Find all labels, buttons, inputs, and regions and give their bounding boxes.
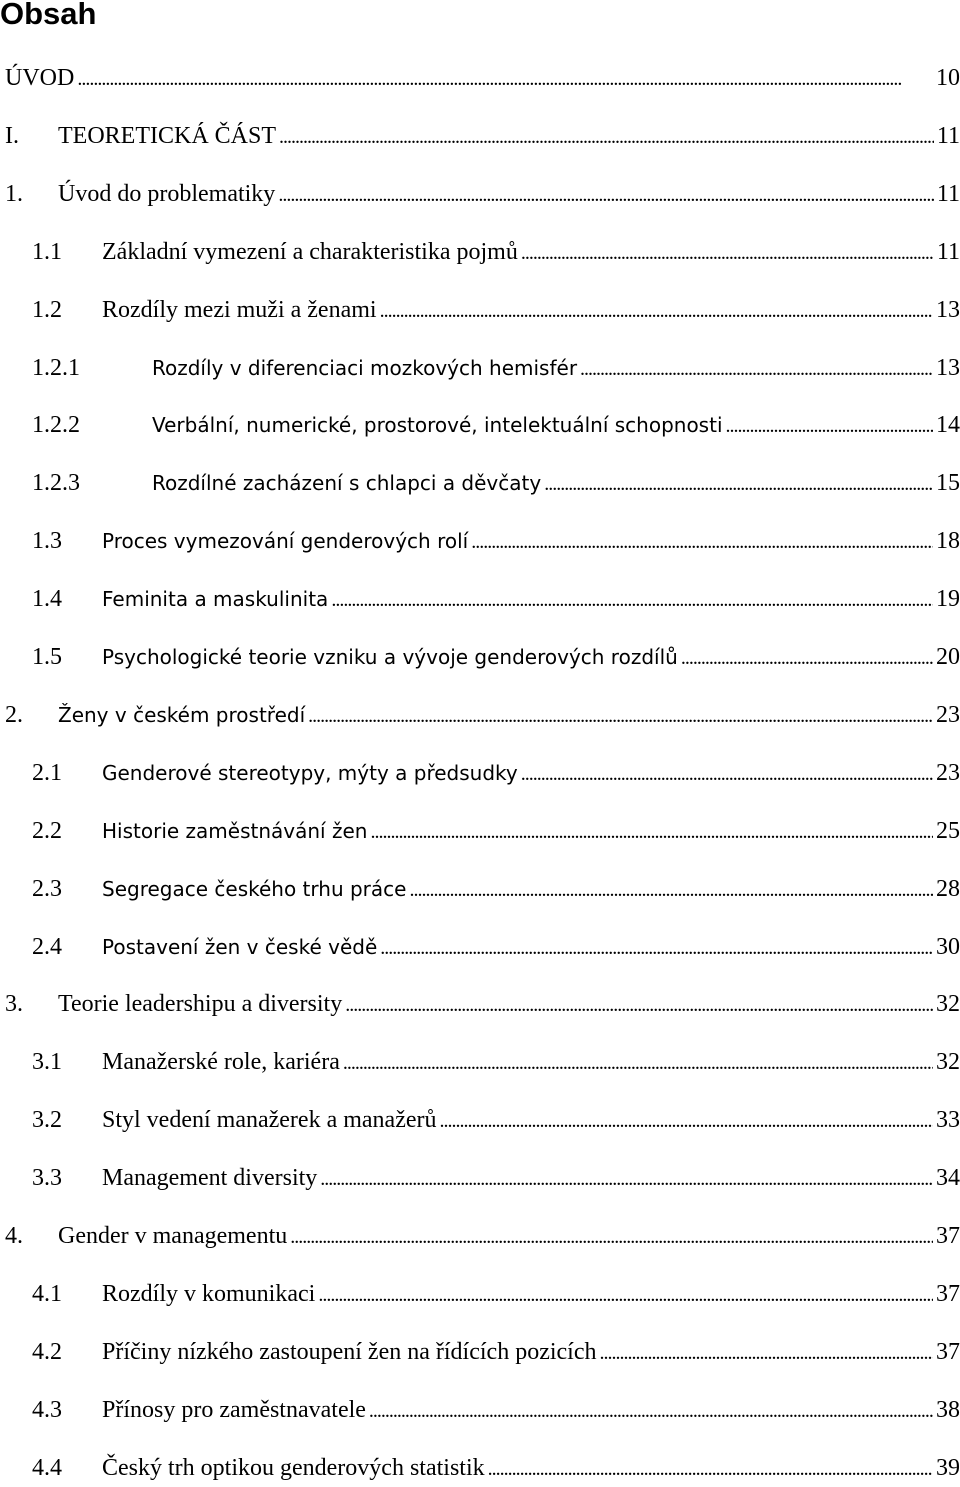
toc-entry-number: 2.2 (32, 817, 62, 844)
toc-entry-page-number: 23 (936, 701, 960, 728)
toc-entry-title: Manažerské role, kariéra (102, 1049, 340, 1076)
toc-entry[interactable] (32, 234, 960, 270)
toc-entry-page-number: 10 (936, 65, 960, 91)
toc-entry[interactable] (32, 292, 960, 328)
dot-leader (726, 407, 934, 444)
dot-leader (320, 1160, 933, 1197)
dot-leader (580, 350, 933, 387)
toc-entry-title: Postavení žen v české vědě (102, 934, 378, 959)
dot-leader (77, 60, 933, 97)
dot-leader (345, 986, 933, 1023)
toc-entry-number: 4. (5, 1223, 23, 1249)
toc-entry-title: Verbální, numerické, prostorové, intelektuální schopnosti (152, 413, 723, 438)
toc-entry-number: 1.2.3 (32, 470, 80, 497)
toc-entry-title: Rozdíly v komunikaci (102, 1280, 316, 1307)
dot-leader (471, 523, 933, 560)
toc-entry[interactable] (5, 986, 960, 1022)
toc-entry-title: Styl vedení manažerek a manažerů (102, 1107, 437, 1134)
toc-entry-title: Rozdíly v diferenciaci mozkových hemisfér (152, 355, 578, 380)
dot-leader (278, 176, 934, 213)
toc-entry-page-number: 32 (936, 1049, 960, 1076)
toc-entry-number: 4.3 (32, 1396, 62, 1423)
toc-entry-page-number: 37 (936, 1223, 960, 1249)
toc-entry[interactable] (5, 118, 960, 154)
toc-entry[interactable] (5, 1218, 960, 1254)
toc-entry-number: 1.1 (32, 238, 62, 265)
toc-entry-page-number: 13 (936, 296, 960, 323)
toc-entry-title: TEORETICKÁ ČÁST (58, 122, 276, 149)
toc-entry-page-number: 20 (936, 644, 960, 670)
toc-entry-page-number: 39 (936, 1454, 960, 1481)
page-title: Obsah (0, 0, 97, 31)
toc-entry[interactable] (32, 1392, 960, 1428)
toc-entry-page-number: 28 (936, 875, 960, 902)
toc-entry-number: 1.4 (32, 586, 62, 613)
toc-entry-title: Český trh optikou genderových statistik (102, 1454, 485, 1481)
dot-leader (290, 1218, 933, 1255)
toc-entry[interactable] (32, 465, 960, 501)
toc-entry-number: 2.1 (32, 759, 62, 786)
toc-entry-page-number: 30 (936, 933, 960, 960)
toc-entry[interactable] (32, 1334, 960, 1370)
toc-entry-title: Úvod do problematiky (58, 180, 276, 207)
toc-entry-number: 3.2 (32, 1107, 62, 1134)
toc-entry-title: Rozdílné zacházení s chlapci a děvčaty (152, 471, 542, 496)
toc-entry[interactable] (32, 639, 960, 675)
dot-leader (681, 639, 933, 676)
toc-entry[interactable] (32, 1160, 960, 1196)
toc-entry-title: Historie zaměstnávání žen (102, 818, 368, 843)
toc-entry-title: Management diversity (102, 1165, 318, 1192)
toc-entry-page-number: 34 (936, 1165, 960, 1192)
toc-entry-number: 1.2 (32, 296, 62, 323)
toc-entry-page-number: 11 (936, 122, 960, 149)
toc-entry-title: Proces vymezování genderových rolí (102, 529, 469, 554)
toc-entry-page-number: 37 (936, 1338, 960, 1365)
toc-entry[interactable] (32, 871, 960, 907)
toc-entry-page-number: 23 (936, 759, 960, 786)
toc-entry-number: 2.4 (32, 933, 62, 960)
toc-entry-number: 1.3 (32, 528, 62, 555)
toc-entry[interactable] (32, 1102, 960, 1138)
toc-entry-number: 3.1 (32, 1049, 62, 1076)
toc-entry[interactable] (32, 1450, 960, 1486)
toc-entry[interactable] (32, 755, 960, 791)
toc-entry-title: Psychologické teorie vzniku a vývoje genderových rozdílů (102, 645, 678, 669)
toc-entry-number: 1. (5, 180, 23, 207)
toc-entry-page-number: 11 (936, 180, 960, 207)
toc-entry-number: 1.5 (32, 644, 62, 670)
dot-leader (599, 1334, 933, 1371)
toc-entry-number: 3.3 (32, 1165, 62, 1192)
toc-entry-number: 1.2.2 (32, 412, 80, 439)
toc-entry-number: 3. (5, 991, 23, 1018)
toc-entry[interactable] (5, 697, 960, 733)
dot-leader (343, 1044, 933, 1081)
toc-entry-number: 4.4 (32, 1454, 62, 1481)
toc-entry-title: Příčiny nízkého zastoupení žen na řídících pozicích (102, 1338, 597, 1365)
toc-entry[interactable] (32, 581, 960, 617)
toc-entry-page-number: 38 (936, 1396, 960, 1423)
toc-entry-page-number: 13 (936, 354, 960, 381)
toc-entry[interactable] (32, 1044, 960, 1080)
toc-entry-number: 4.2 (32, 1338, 62, 1365)
dot-leader (521, 234, 934, 271)
toc-entry-number: 2.3 (32, 875, 62, 902)
toc-entry[interactable] (32, 929, 960, 965)
toc-entry-title: Základní vymezení a charakteristika pojmů (102, 238, 518, 265)
toc-entry-title: ÚVOD (5, 65, 75, 91)
dot-leader (380, 292, 933, 329)
dot-leader (308, 697, 933, 734)
toc-entry-title: Teorie leadershipu a diversity (58, 991, 343, 1018)
toc-entry-page-number: 25 (936, 817, 960, 844)
toc-entry[interactable] (5, 60, 960, 96)
toc-entry-page-number: 15 (936, 470, 960, 497)
dot-leader (318, 1276, 933, 1313)
toc-entry-page-number: 18 (936, 528, 960, 555)
toc-entry-title: Segregace českého trhu práce (102, 876, 407, 901)
toc-entry[interactable] (32, 523, 960, 559)
toc-entry-number: 1.2.1 (32, 354, 80, 381)
toc-entry[interactable] (5, 176, 960, 212)
dot-leader (370, 813, 933, 850)
toc-entry[interactable] (32, 1276, 960, 1312)
toc-entry-title: Feminita a maskulinita (102, 587, 329, 612)
dot-leader (544, 465, 933, 502)
dot-leader (331, 581, 933, 618)
toc-entry-page-number: 33 (936, 1107, 960, 1134)
toc-entry-page-number: 32 (936, 991, 960, 1018)
toc-entry-number: I. (5, 122, 19, 149)
toc-entry-title: Gender v managementu (58, 1223, 288, 1249)
toc-entry[interactable] (32, 813, 960, 849)
toc-entry-page-number: 11 (936, 238, 960, 265)
toc-entry[interactable] (32, 350, 960, 386)
dot-leader (409, 871, 933, 908)
toc-entry-title: Genderové stereotypy, mýty a předsudky (102, 760, 518, 785)
toc-entry-title: Ženy v českém prostředí (58, 702, 306, 727)
toc-entry-page-number: 37 (936, 1280, 960, 1307)
toc-entry-title: Rozdíly mezi muži a ženami (102, 296, 377, 323)
dot-leader (488, 1450, 933, 1487)
dot-leader (380, 929, 933, 966)
toc-entry-number: 2. (5, 701, 23, 728)
toc-entry-number: 4.1 (32, 1280, 62, 1307)
dot-leader (440, 1102, 934, 1139)
toc-entry-title: Přínosy pro zaměstnavatele (102, 1396, 366, 1423)
dot-leader (279, 118, 934, 155)
dot-leader (521, 755, 933, 792)
toc-entry-page-number: 14 (936, 412, 960, 439)
toc-entry-page-number: 19 (936, 586, 960, 613)
toc-entry[interactable] (32, 407, 960, 443)
dot-leader (369, 1392, 933, 1429)
